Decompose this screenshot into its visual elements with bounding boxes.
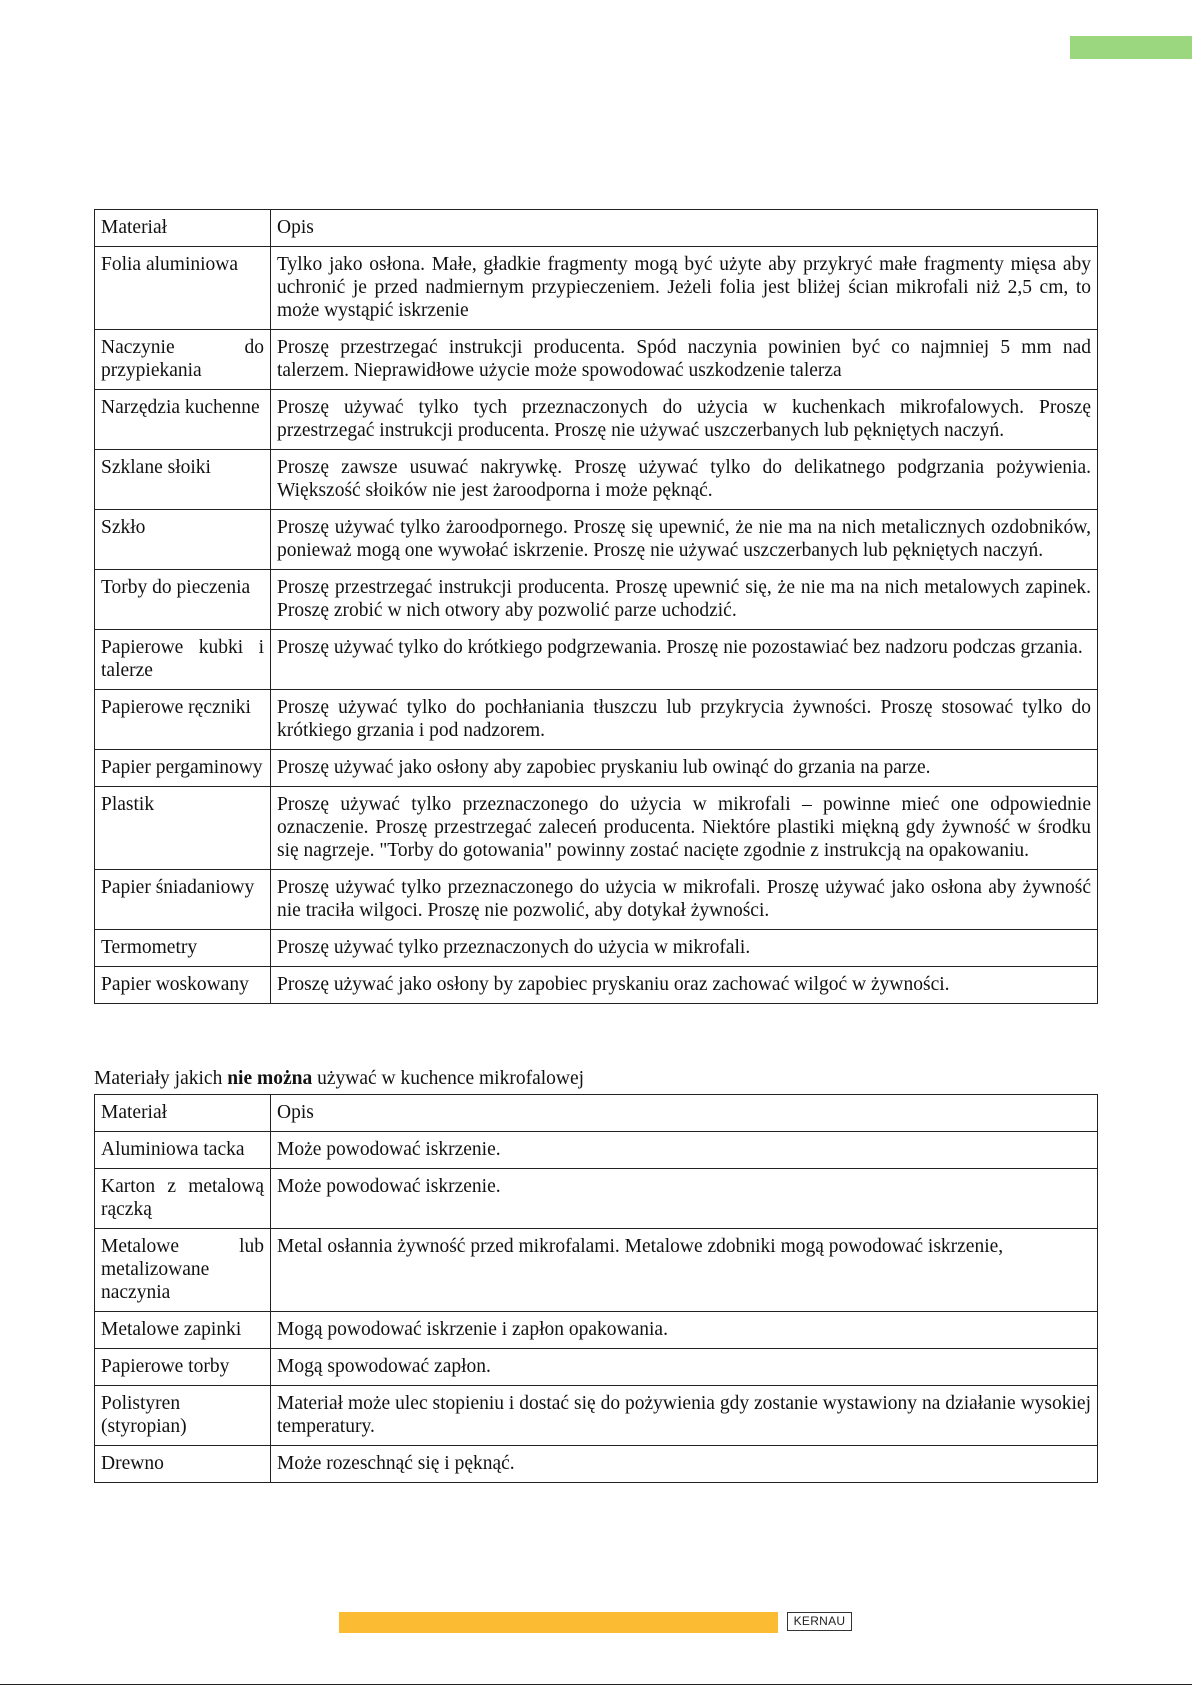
description-cell: Proszę używać tylko do pochłaniania tłuszczu lub przykrycia żywności. Proszę stosować tylko do krótkiego grzania i pod nadzorem. (271, 690, 1098, 750)
description-cell: Proszę używać jako osłony aby zapobiec pryskaniu lub owinąć do grzania na parze. (271, 750, 1098, 787)
table-row (95, 330, 1098, 390)
table-row (95, 1169, 1098, 1229)
description-cell: Może powodować iskrzenie. (271, 1132, 1098, 1169)
table-row (95, 750, 1098, 787)
table-row (95, 570, 1098, 630)
material-cell: Szklane słoiki (95, 450, 271, 510)
material-cell: Aluminiowa tacka (95, 1132, 271, 1169)
material-cell: Drewno (95, 1446, 271, 1483)
table-row (95, 1446, 1098, 1483)
forbidden-materials-caption (94, 1067, 1097, 1091)
table-row (95, 690, 1098, 750)
material-cell: Narzędzia kuchenne (95, 390, 271, 450)
description-cell: Proszę używać tylko przeznaczonego do użycia w mikrofali. Proszę używać jako osłona aby żywność nie traciła wilgoci. Proszę nie pozwolić, aby dotykał żywności. (271, 870, 1098, 930)
description-cell: Może powodować iskrzenie. (271, 1169, 1098, 1229)
description-cell: Proszę używać tylko tych przeznaczonych do użycia w kuchenkach mikrofalowych. Proszę przestrzegać instrukcji producenta. Proszę nie używać uszczerbanych lub pękniętych naczyń. (271, 390, 1098, 450)
description-cell: Proszę używać jako osłony by zapobiec pryskaniu oraz zachować wilgoć w żywności. (271, 967, 1098, 1004)
description-cell: Proszę przestrzegać instrukcji producenta. Spód naczynia powinien być co najmniej 5 mm nad talerzem. Nieprawidłowe użycie może spowodować uszkodzenie talerza (271, 330, 1098, 390)
material-cell: Plastik (95, 787, 271, 870)
description-cell: Materiał może ulec stopieniu i dostać się do pożywienia gdy zostanie wystawiony na działanie wysokiej temperatury. (271, 1386, 1098, 1446)
table-header-row (95, 1095, 1098, 1132)
material-cell: Folia aluminiowa (95, 247, 271, 330)
corner-color-tab (1070, 36, 1192, 59)
table-header-row (95, 210, 1098, 247)
material-cell: Termometry (95, 930, 271, 967)
table-row (95, 1312, 1098, 1349)
header-material: Materiał (95, 210, 271, 247)
description-cell: Proszę przestrzegać instrukcji producenta. Proszę upewnić się, że nie ma na nich metalowych zapinek. Proszę zrobić w nich otwory aby pozwolić parze uchodzić. (271, 570, 1098, 630)
material-cell: Naczynie do przypiekania (95, 330, 271, 390)
caption-text-after: używać w kuchence mikrofalowej (312, 1068, 585, 1089)
table-row (95, 930, 1098, 967)
description-cell: Mogą powodować iskrzenie i zapłon opakowania. (271, 1312, 1098, 1349)
material-cell: Papierowe kubki i talerze (95, 630, 271, 690)
table-row (95, 450, 1098, 510)
caption-emphasis: nie można (227, 1068, 313, 1089)
table-row (95, 247, 1098, 330)
table-row (95, 510, 1098, 570)
material-cell: Metalowe lub metalizowane naczynia (95, 1229, 271, 1312)
material-cell: Metalowe zapinki (95, 1312, 271, 1349)
brand-logo: KERNAU (787, 1612, 852, 1631)
table-row (95, 1229, 1098, 1312)
description-cell: Mogą spowodować zapłon. (271, 1349, 1098, 1386)
description-cell: Proszę zawsze usuwać nakrywkę. Proszę używać tylko do delikatnego podgrzania pożywienia. Większość słoików nie jest żaroodporna i może pęknąć. (271, 450, 1098, 510)
description-cell: Proszę używać tylko żaroodpornego. Proszę się upewnić, że nie ma na nich metalicznych ozdobników, ponieważ mogą one wywołać iskrzenie. Proszę nie używać uszczerbanych lub pękniętych naczyń. (271, 510, 1098, 570)
description-cell: Metal osłannia żywność przed mikrofalami. Metalowe zdobniki mogą powodować iskrzenie, (271, 1229, 1098, 1312)
table-row (95, 967, 1098, 1004)
material-cell: Papier woskowany (95, 967, 271, 1004)
table-row (95, 1349, 1098, 1386)
header-description: Opis (271, 210, 1098, 247)
material-cell: Karton z metalową rączką (95, 1169, 271, 1229)
table-row (95, 787, 1098, 870)
material-cell: Szkło (95, 510, 271, 570)
description-cell: Proszę używać tylko przeznaczonego do użycia w mikrofali – powinne mieć one odpowiednie oznaczenie. Proszę przestrzegać zaleceń producenta. Niektóre plastiki miękną gdy żywność w środku się nagrzeje. "Torby do gotowania" powinny zostać nacięte zgodnie z instrukcją na opakowaniu. (271, 787, 1098, 870)
header-material: Materiał (95, 1095, 271, 1132)
forbidden-materials-table (94, 1094, 1098, 1483)
material-cell: Papierowe torby (95, 1349, 271, 1386)
description-cell: Może rozeschnąć się i pęknąć. (271, 1446, 1098, 1483)
footer-color-bar (339, 1612, 778, 1633)
material-cell: Torby do pieczenia (95, 570, 271, 630)
material-cell: Polistyren (styropian) (95, 1386, 271, 1446)
description-cell: Proszę używać tylko przeznaczonych do użycia w mikrofali. (271, 930, 1098, 967)
table-row (95, 1386, 1098, 1446)
material-cell: Papier śniadaniowy (95, 870, 271, 930)
caption-text-before: Materiały jakich (94, 1068, 228, 1089)
material-cell: Papierowe ręczniki (95, 690, 271, 750)
table-row (95, 390, 1098, 450)
description-cell: Proszę używać tylko do krótkiego podgrzewania. Proszę nie pozostawiać bez nadzoru podczas grzania. (271, 630, 1098, 690)
description-cell: Tylko jako osłona. Małe, gładkie fragmenty mogą być użyte aby przykryć małe fragmenty mięsa aby uchronić je przed nadmiernym przypieczeniem. Jeżeli folia jest bliżej ścian mikrofali niż 2,5 cm, to może wystąpić iskrzenie (271, 247, 1098, 330)
header-description: Opis (271, 1095, 1098, 1132)
material-cell: Papier pergaminowy (95, 750, 271, 787)
table-row (95, 1132, 1098, 1169)
allowed-materials-table (94, 209, 1098, 1004)
table-row (95, 630, 1098, 690)
table-row (95, 870, 1098, 930)
